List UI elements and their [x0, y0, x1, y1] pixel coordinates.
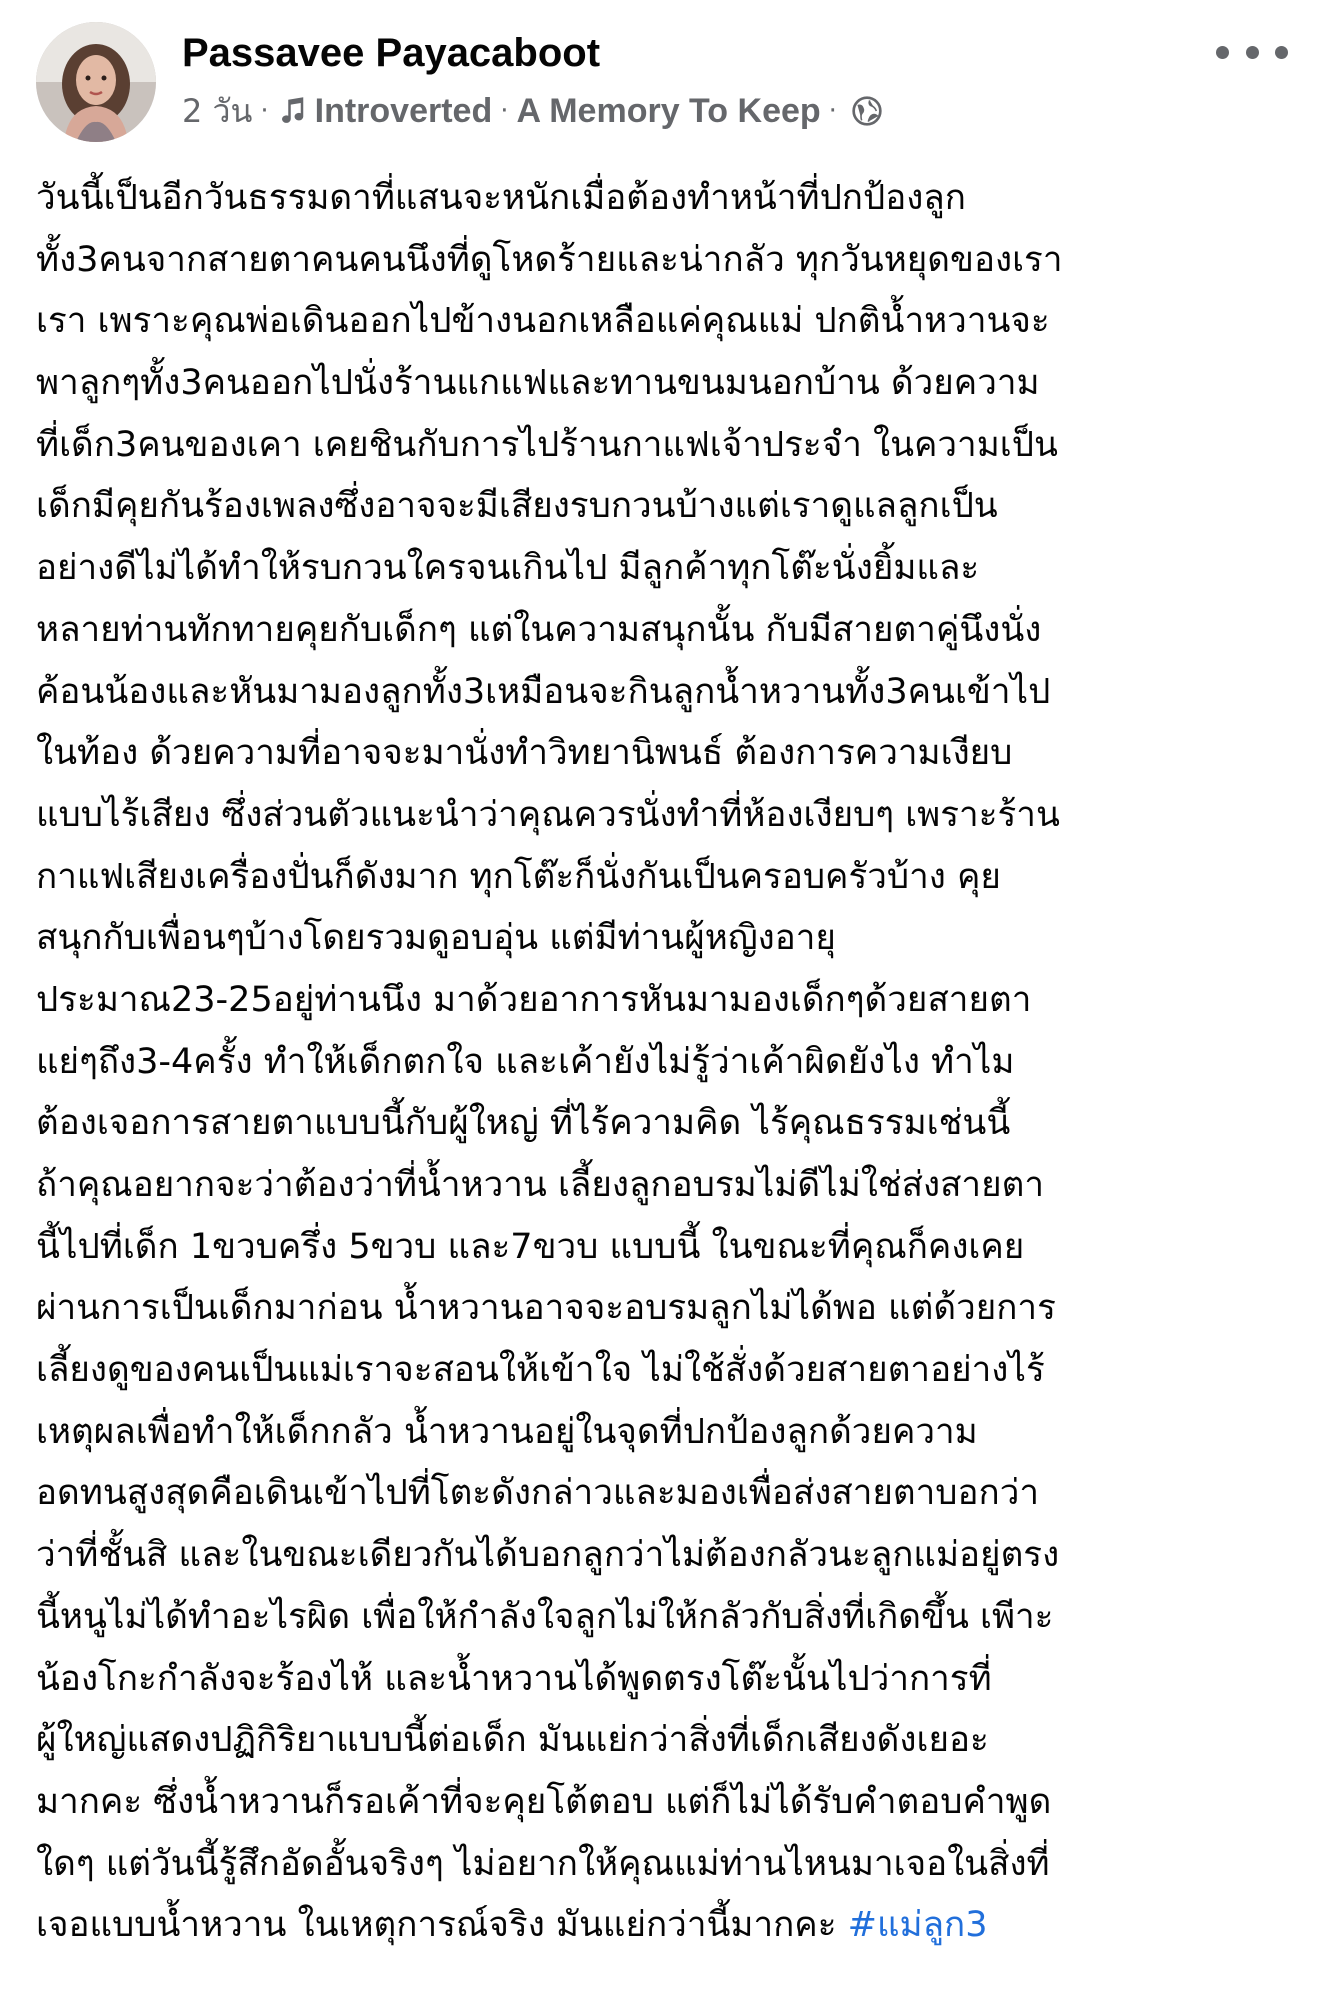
post-line: น้องโกะกำลังจะร้องไห้ และน้ำหวานได้พูดตรงโต๊ะนั้นไปว่าการที่ — [36, 1658, 992, 1699]
post-line: ว่าที่ชั้นสิ และในขณะเดียวกันได้บอกลูกว่าไม่ต้องกลัวนะลูกแม่อยู่ตรง — [36, 1535, 1060, 1576]
meta-separator: · — [828, 96, 837, 126]
post-line-text: เจอแบบน้ำหวาน ในเหตุการณ์จริง มันแย่กว่านี้มากคะ — [36, 1905, 848, 1946]
post-line: ผู้ใหญ่แสดงปฏิกิริยาแบบนี้ต่อเด็ก มันแย่กว่าสิ่งที่เด็กเสียงดังเยอะ — [36, 1720, 989, 1761]
music-title[interactable]: A Memory To Keep — [516, 91, 821, 130]
author-name[interactable]: Passavee Payacaboot — [182, 31, 601, 75]
post-line: ใดๆ แต่วันนี้รู้สึกอัดอั้นจริงๆ ไม่อยากให้คุณแม่ท่านไหนมาเจอในสิ่งที่ — [36, 1843, 1050, 1884]
post-line: ผ่านการเป็นเด็กมาก่อน น้ำหวานอาจจะอบรมลูกไม่ได้พอ แต่ด้วยการ — [36, 1288, 1056, 1329]
meta-separator: · — [260, 96, 269, 126]
post-line: หลายท่านทักทายคุยกับเด็กๆ แต่ในความสนุกนั้น กับมีสายตาคู่นึงนั่ง — [36, 609, 1042, 650]
post-line: เด็กมีคุยกันร้องเพลงซึ่งอาจจะมีเสียงรบกวนบ้างแต่เราดูแลลูกเป็น — [36, 486, 998, 527]
post-line: วันนี้เป็นอีกวันธรรมดาที่แสนจะหนักเมื่อต้องทำหน้าที่ปกป้องลูก — [36, 178, 966, 218]
post-timestamp[interactable]: 2 วัน — [182, 91, 253, 130]
post-line: เหตุผลเพื่อทำให้เด็กกลัว น้ำหวานอยู่ในจุดที่ปกป้องลูกด้วยความ — [36, 1411, 978, 1452]
post-line: อย่างดีไม่ได้ทำให้รบกวนใครจนเกินไป มีลูกค้าทุกโต๊ะนั่งยิ้มและ — [36, 548, 980, 589]
post-body-text — [36, 168, 1296, 1957]
music-note-icon — [277, 96, 307, 126]
post-header — [0, 0, 1320, 150]
avatar-image — [36, 22, 156, 142]
post-line: ต้องเจอการสายตาแบบนี้กับผู้ใหญ่ ที่ไร้ความคิด ไร้คุณธรรมเช่นนี้ — [36, 1103, 1011, 1144]
post-line: มากคะ ซึ่งน้ำหวานก็รอเค้าที่จะคุยโต้ตอบ แต่ก็ไม่ได้รับคำตอบคำพูด — [36, 1781, 1052, 1822]
post-line: แบบไร้เสียง ซึ่งส่วนตัวแนะนำว่าคุณควรนั่งทำที่ห้องเงียบๆ เพราะร้าน — [36, 794, 1060, 835]
post-line: เรา เพราะคุณพ่อเดินออกไปข้างนอกเหลือแค่คุณแม่ ปกติน้ำหวานจะ — [36, 301, 1050, 342]
post-line: ประมาณ23-25อยู่ท่านนึง มาด้วยอาการหันมามองเด็กๆด้วยสายตา — [36, 979, 1032, 1020]
more-options-dot — [1246, 46, 1259, 59]
post-line: แย่ๆถึง3-4ครั้ง ทำให้เด็กตกใจ และเค้ายังไม่รู้ว่าเค้าผิดยังไง ทำไม — [36, 1041, 1015, 1082]
globe-icon[interactable] — [851, 95, 883, 127]
more-options-dot — [1275, 46, 1288, 59]
post-line: นี้ไปที่เด็ก 1ขวบครึ่ง 5ขวบ และ7ขวบ แบบนี้ ในขณะที่คุณก็คงเคย — [36, 1226, 1025, 1267]
post-line: สนุกกับเพื่อนๆบ้างโดยรวมดูอบอุ่น แต่มีท่านผู้หญิงอายุ — [36, 918, 836, 959]
post-line: พาลูกๆทั้ง3คนออกไปนั่งร้านแกแฟและทานขนมนอกบ้าน ด้วยความ — [36, 363, 1040, 404]
post-line: ที่เด็ก3คนของเคา เคยชินกับการไปร้านกาแฟเจ้าประจำ ในความเป็น — [36, 424, 1058, 465]
post-line: ถ้าคุณอยากจะว่าต้องว่าที่น้ำหวาน เลี้ยงลูกอบรมไม่ดีไม่ใช่ส่งสายตา — [36, 1165, 1044, 1205]
post-line: กาแฟเสียงเครื่องปั่นก็ดังมาก ทุกโต๊ะก็นั่งกันเป็นครอบครัวบ้าง คุย — [36, 856, 1001, 897]
post-line: ในท้อง ด้วยความที่อาจจะมานั่งทำวิทยานิพนธ์ ต้องการความเงียบ — [36, 733, 1013, 774]
music-artist[interactable]: Introverted — [314, 91, 493, 130]
post-meta — [182, 88, 883, 134]
post-line: ทั้ง3คนจากสายตาคนคนนึงที่ดูโหดร้ายและน่ากลัว ทุกวันหยุดของเรา — [36, 239, 1063, 280]
more-options-icon[interactable] — [1216, 32, 1288, 72]
more-options-dot — [1216, 46, 1229, 59]
post-line: เลี้ยงดูของคนเป็นแม่เราจะสอนให้เข้าใจ ไม่ใช้สั่งด้วยสายตาอย่างไร้ — [36, 1350, 1045, 1391]
post-line: ค้อนน้องและหันมามองลูกทั้ง3เหมือนจะกินลูกน้ำหวานทั้ง3คนเข้าไป — [36, 671, 1051, 712]
post-line-last — [36, 1895, 1296, 1957]
avatar[interactable] — [36, 22, 156, 142]
hashtag-link[interactable]: #แม่ลูก3 — [847, 1905, 988, 1946]
post-line: นี้หนูไม่ได้ทำอะไรผิด เพื่อให้กำลังใจลูกไม่ให้กลัวกับสิ่งที่เกิดขึ้น เพีาะ — [36, 1596, 1054, 1637]
meta-separator: · — [500, 96, 509, 126]
post-line: อดทนสูงสุดคือเดินเข้าไปที่โตะดังกล่าวและมองเพื่อส่งสายตาบอกว่า — [36, 1473, 1040, 1514]
